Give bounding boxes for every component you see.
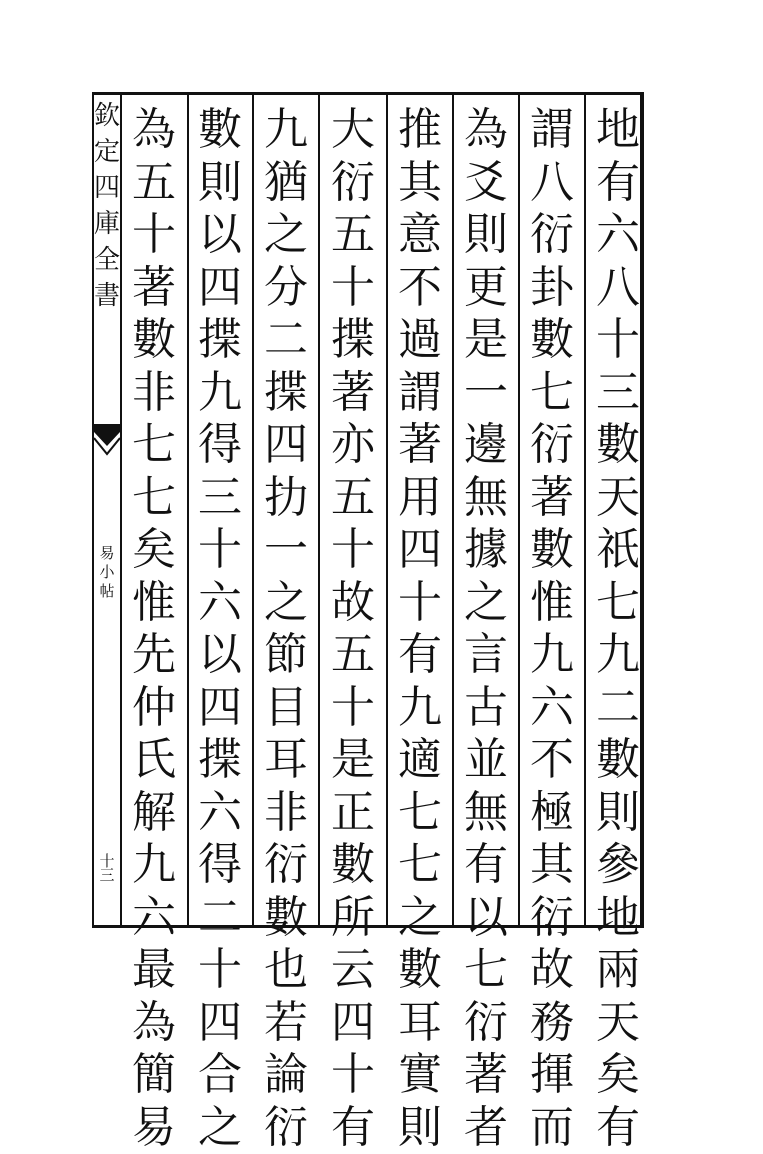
glyph: 十	[329, 262, 377, 315]
glyph: 九	[130, 839, 178, 892]
glyph: 簡	[130, 1049, 178, 1102]
glyph: 六	[594, 209, 642, 262]
glyph: 之	[196, 1102, 244, 1154]
glyph: 故	[528, 944, 576, 997]
glyph: 無	[462, 787, 510, 840]
glyph: 衍	[528, 209, 576, 262]
glyph: 揲	[329, 314, 377, 367]
glyph: 揮	[528, 1049, 576, 1102]
glyph: 十	[196, 524, 244, 577]
text-column-3	[453, 104, 519, 920]
glyph: 著	[528, 472, 576, 525]
glyph: 極	[528, 787, 576, 840]
text-column-4	[387, 104, 453, 920]
glyph: 數	[528, 524, 576, 577]
glyph: 四	[396, 524, 444, 577]
glyph: 先	[130, 629, 178, 682]
glyph: 更	[462, 262, 510, 315]
glyph: 則	[196, 157, 244, 210]
glyph: 是	[462, 314, 510, 367]
glyph: 而	[528, 1102, 576, 1154]
glyph: 合	[196, 1049, 244, 1102]
glyph: 小	[99, 563, 114, 582]
glyph: 二	[594, 682, 642, 735]
glyph: 故	[329, 577, 377, 630]
glyph: 亦	[329, 419, 377, 472]
glyph: 為	[130, 104, 178, 157]
glyph: 十	[130, 209, 178, 262]
glyph: 四	[262, 419, 310, 472]
glyph: 所	[329, 892, 377, 945]
glyph: 數	[130, 314, 178, 367]
glyph: 十	[99, 854, 114, 868]
glyph: 者	[462, 1102, 510, 1154]
glyph: 數	[262, 892, 310, 945]
glyph: 地	[594, 892, 642, 945]
glyph: 不	[396, 262, 444, 315]
glyph: 論	[262, 1049, 310, 1102]
glyph: 一	[462, 367, 510, 420]
glyph: 扐	[262, 472, 310, 525]
glyph: 六	[528, 682, 576, 735]
glyph: 衍	[462, 997, 510, 1050]
glyph: 惟	[528, 577, 576, 630]
glyph: 則	[594, 787, 642, 840]
glyph: 惟	[130, 577, 178, 630]
glyph: 易	[130, 1102, 178, 1154]
glyph: 不	[528, 734, 576, 787]
glyph: 言	[462, 629, 510, 682]
text-column-7	[187, 104, 253, 920]
glyph: 七	[396, 787, 444, 840]
glyph: 衍	[528, 419, 576, 472]
glyph: 數	[196, 104, 244, 157]
glyph: 七	[462, 944, 510, 997]
glyph: 四	[329, 997, 377, 1050]
glyph: 九	[196, 367, 244, 420]
glyph: 六	[196, 787, 244, 840]
glyph: 解	[130, 787, 178, 840]
glyph: 以	[196, 629, 244, 682]
glyph: 之	[396, 892, 444, 945]
glyph: 之	[262, 209, 310, 262]
glyph: 帖	[99, 582, 114, 601]
glyph: 據	[462, 524, 510, 577]
glyph: 揲	[262, 367, 310, 420]
glyph: 兩	[594, 944, 642, 997]
glyph: 適	[396, 734, 444, 787]
glyph: 非	[130, 367, 178, 420]
glyph: 衍	[262, 1102, 310, 1154]
glyph: 九	[396, 682, 444, 735]
glyph: 謂	[396, 367, 444, 420]
glyph: 一	[262, 524, 310, 577]
glyph: 四	[196, 682, 244, 735]
glyph: 目	[262, 682, 310, 735]
spine-title	[94, 98, 120, 314]
glyph: 為	[462, 104, 510, 157]
glyph: 八	[594, 262, 642, 315]
glyph: 庫	[94, 206, 120, 242]
glyph: 則	[396, 1102, 444, 1154]
glyph: 七	[396, 839, 444, 892]
glyph: 五	[329, 472, 377, 525]
glyph: 定	[94, 134, 120, 170]
spine-section-title	[94, 544, 120, 601]
glyph: 以	[462, 892, 510, 945]
glyph: 過	[396, 314, 444, 367]
glyph: 以	[196, 209, 244, 262]
glyph: 有	[396, 629, 444, 682]
glyph: 十	[329, 682, 377, 735]
fish-tail-mark-icon	[94, 424, 120, 460]
glyph: 云	[329, 944, 377, 997]
glyph: 二	[196, 892, 244, 945]
glyph: 是	[329, 734, 377, 787]
glyph: 八	[528, 157, 576, 210]
glyph: 五	[329, 629, 377, 682]
glyph: 也	[262, 944, 310, 997]
glyph: 耳	[396, 997, 444, 1050]
glyph: 謂	[528, 104, 576, 157]
glyph: 其	[396, 157, 444, 210]
glyph: 著	[396, 419, 444, 472]
glyph: 用	[396, 472, 444, 525]
glyph: 之	[262, 577, 310, 630]
glyph: 六	[196, 577, 244, 630]
glyph: 矣	[594, 1049, 642, 1102]
glyph: 地	[594, 104, 642, 157]
spine-page-number	[94, 854, 120, 882]
glyph: 矣	[130, 524, 178, 577]
glyph: 天	[594, 472, 642, 525]
glyph: 邊	[462, 419, 510, 472]
glyph: 數	[528, 314, 576, 367]
glyph: 十	[594, 314, 642, 367]
glyph: 氏	[130, 734, 178, 787]
glyph: 則	[462, 209, 510, 262]
glyph: 正	[329, 787, 377, 840]
glyph: 務	[528, 997, 576, 1050]
glyph: 若	[262, 997, 310, 1050]
glyph: 衍	[528, 892, 576, 945]
glyph: 數	[594, 734, 642, 787]
glyph: 仲	[130, 682, 178, 735]
glyph: 九	[262, 104, 310, 157]
glyph: 七	[130, 419, 178, 472]
glyph: 書	[94, 278, 120, 314]
glyph: 非	[262, 787, 310, 840]
glyph: 推	[396, 104, 444, 157]
glyph: 十	[329, 1049, 377, 1102]
glyph: 之	[462, 577, 510, 630]
glyph: 七	[528, 367, 576, 420]
glyph: 易	[99, 544, 114, 563]
glyph: 九	[594, 629, 642, 682]
glyph: 全	[94, 242, 120, 278]
glyph: 祇	[594, 524, 642, 577]
text-column-2	[519, 104, 585, 920]
glyph: 著	[329, 367, 377, 420]
glyph: 數	[594, 419, 642, 472]
glyph: 揲	[196, 314, 244, 367]
glyph: 七	[594, 577, 642, 630]
glyph: 猶	[262, 157, 310, 210]
glyph: 爻	[462, 157, 510, 210]
glyph: 無	[462, 472, 510, 525]
glyph: 有	[594, 157, 642, 210]
glyph: 五	[329, 209, 377, 262]
glyph: 其	[528, 839, 576, 892]
glyph: 最	[130, 944, 178, 997]
glyph: 實	[396, 1049, 444, 1102]
glyph: 數	[396, 944, 444, 997]
glyph: 意	[396, 209, 444, 262]
glyph: 三	[594, 367, 642, 420]
glyph: 古	[462, 682, 510, 735]
glyph: 六	[130, 892, 178, 945]
text-column-5	[320, 104, 386, 920]
glyph: 揲	[196, 734, 244, 787]
glyph: 分	[262, 262, 310, 315]
glyph: 天	[594, 997, 642, 1050]
glyph: 耳	[262, 734, 310, 787]
glyph: 十	[329, 524, 377, 577]
spine-band	[92, 92, 122, 928]
glyph: 七	[130, 472, 178, 525]
glyph: 五	[130, 157, 178, 210]
glyph: 卦	[528, 262, 576, 315]
glyph: 數	[329, 839, 377, 892]
glyph: 著	[462, 1049, 510, 1102]
glyph: 九	[528, 629, 576, 682]
glyph: 著	[130, 262, 178, 315]
glyph: 衍	[262, 839, 310, 892]
text-column-6	[253, 104, 319, 920]
glyph: 並	[462, 734, 510, 787]
glyph: 三	[99, 868, 114, 882]
glyph: 為	[130, 997, 178, 1050]
glyph: 三	[196, 472, 244, 525]
glyph: 四	[196, 262, 244, 315]
glyph: 有	[594, 1102, 642, 1154]
glyph: 二	[262, 314, 310, 367]
glyph: 四	[196, 997, 244, 1050]
glyph: 得	[196, 839, 244, 892]
glyph: 得	[196, 419, 244, 472]
glyph: 有	[462, 839, 510, 892]
glyph: 十	[396, 577, 444, 630]
text-column-8	[121, 104, 187, 920]
glyph: 參	[594, 839, 642, 892]
glyph: 節	[262, 629, 310, 682]
text-column-1	[585, 104, 651, 920]
glyph: 十	[196, 944, 244, 997]
glyph: 衍	[329, 157, 377, 210]
glyph: 四	[94, 170, 120, 206]
glyph: 有	[329, 1102, 377, 1154]
glyph: 大	[329, 104, 377, 157]
glyph: 欽	[94, 98, 120, 134]
